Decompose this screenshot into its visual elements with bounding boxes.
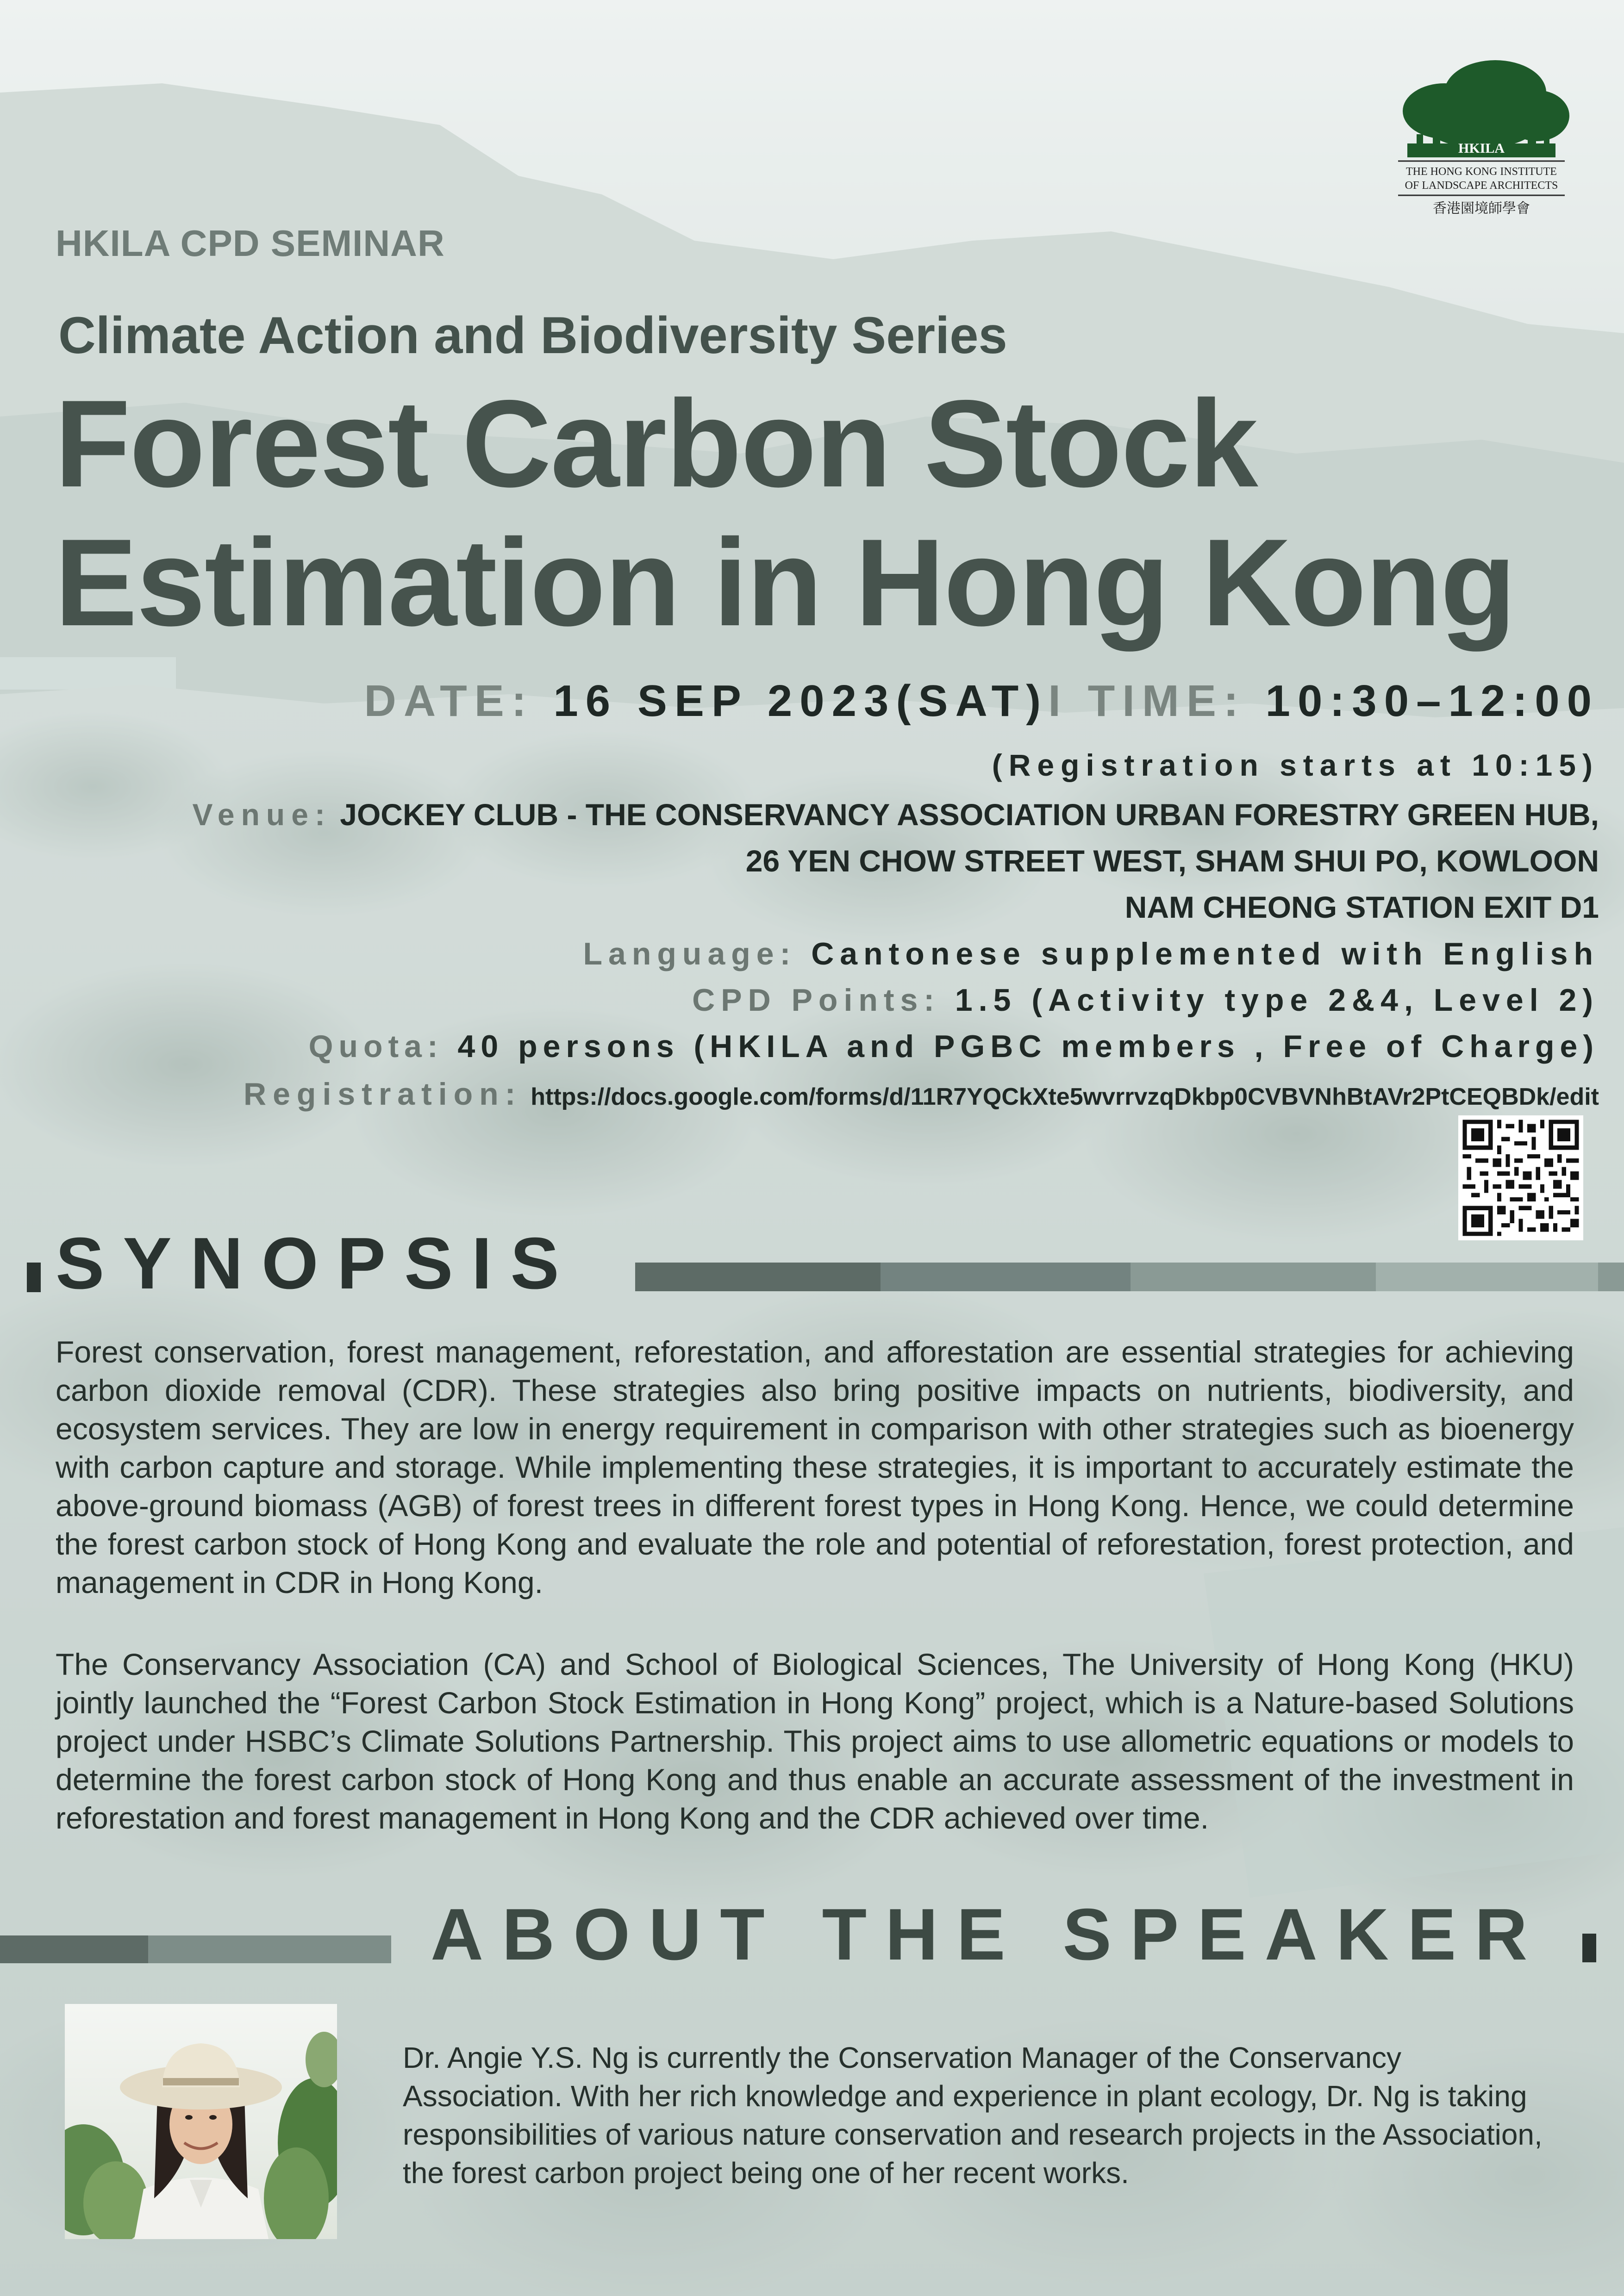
- time-label: TIME:: [1087, 676, 1246, 726]
- language-row: [583, 936, 1599, 972]
- venue-row: [193, 797, 1599, 832]
- registration-start: (Registration starts at 10:15): [992, 748, 1599, 782]
- seminar-label: HKILA CPD SEMINAR: [56, 223, 445, 264]
- main-title-line2: Estimation in Hong Kong: [55, 513, 1515, 652]
- synopsis-paragraph-2: The Conservancy Association (CA) and School of Biological Sciences, The University of Hong Kong (HKU) jointly launched the “Forest Carbon Stock Estimation in Hong Kong” project, which is a Nature-based Solutions project under HSBC’s Climate Solutions Partnership. This project aims to use allometric equations or models to determine the forest carbon stock of Hong Kong and thus enable an accurate assessment of the investment in reforestation and forest management in Hong Kong and the CDR achieved over time.: [56, 1647, 1574, 1835]
- venue-address-row: [746, 843, 1599, 878]
- synopsis-heading: SYNOPSIS: [56, 1223, 578, 1304]
- synopsis-bar-segment-5: [1598, 1263, 1624, 1291]
- speaker-right-marker: [1582, 1934, 1596, 1962]
- venue-station-row: [1125, 890, 1599, 925]
- venue-line2: 26 YEN CHOW STREET WEST, SHAM SHUI PO, KOWLOON: [745, 844, 1599, 878]
- synopsis-bar-segment-3: [1131, 1263, 1376, 1291]
- cpd-row: [692, 982, 1599, 1018]
- series-title: Climate Action and Biodiversity Series: [58, 306, 1007, 364]
- logo-name-line1: THE HONG KONG INSTITUTE: [1406, 166, 1557, 178]
- venue-line3: NAM CHEONG STATION EXIT D1: [1124, 890, 1599, 924]
- language-value: Cantonese supplemented with English: [811, 936, 1599, 971]
- registration-label: Registration:: [244, 1076, 522, 1112]
- qr-code-icon[interactable]: [1458, 1115, 1583, 1240]
- registration-row: [244, 1076, 1599, 1112]
- main-title-line1: Forest Carbon Stock: [55, 374, 1257, 513]
- cpd-value: 1.5 (Activity type 2&4, Level 2): [955, 983, 1599, 1018]
- quota-label: Quota:: [308, 1029, 443, 1064]
- logo-name-chinese: 香港園境師學會: [1433, 200, 1530, 217]
- date-value: 16 SEP 2023(SAT): [553, 676, 1049, 726]
- cpd-label: CPD Points:: [692, 983, 941, 1018]
- logo-name-line2: OF LANDSCAPE ARCHITECTS: [1405, 180, 1558, 192]
- synopsis-left-marker: [27, 1263, 41, 1292]
- synopsis-bar-segment-4: [1376, 1263, 1598, 1291]
- speaker-bar-segment-2: [148, 1935, 391, 1963]
- speaker-photo: [65, 2004, 337, 2239]
- venue-label: Venue:: [192, 797, 331, 832]
- date-time-separator: I: [1048, 676, 1068, 726]
- language-label: Language:: [583, 936, 797, 971]
- quota-value: 40 persons (HKILA and PGBC members , Free of Charge): [457, 1029, 1599, 1064]
- date-label: DATE:: [364, 676, 534, 726]
- hkila-logo: [1389, 51, 1574, 222]
- venue-line1: JOCKEY CLUB - THE CONSERVANCY ASSOCIATION URBAN FORESTRY GREEN HUB,: [340, 797, 1599, 832]
- date-time-row: [364, 676, 1599, 727]
- quota-row: [309, 1028, 1599, 1064]
- about-speaker-heading: ABOUT THE SPEAKER: [431, 1894, 1546, 1975]
- synopsis-paragraph-1: Forest conservation, forest management, reforestation, and afforestation are essential strategies for achieving carbon dioxide removal (CDR). These strategies also bring positive impacts on nutrients, biodiversity, and ecosystem services. They are low in energy requirement in comparison with other strategies such as bioenergy with carbon capture and storage. While implementing these strategies, it is important to accurately estimate the above-ground biomass (AGB) of forest trees in different forest types in Hong Kong. Hence, we could determine the forest carbon stock of Hong Kong and evaluate the role and potential of reforestation, forest protection, and management in CDR in Hong Kong.: [56, 1335, 1574, 1599]
- synopsis-bar-segment-1: [635, 1263, 881, 1291]
- registration-start-row: [992, 747, 1599, 783]
- registration-link[interactable]: https://docs.google.com/forms/d/11R7YQCkXte5wvrrvzqDkbp0CVBVNhBtAVr2PtCEQBDk/edit: [531, 1083, 1599, 1110]
- main-title: [55, 374, 1515, 652]
- speaker-bar-segment-1: [0, 1935, 148, 1963]
- time-value: 10:30–12:00: [1265, 676, 1599, 726]
- synopsis-bar-segment-2: [881, 1263, 1131, 1291]
- speaker-bio: Dr. Angie Y.S. Ng is currently the Conservation Manager of the Conservancy Association. With her rich knowledge and experience in plant ecology, Dr. Ng is taking responsibilities of various nature conservation and research projects in the Association, the forest carbon project being one of her recent works.: [403, 2041, 1543, 2190]
- logo-abbr: HKILA: [1458, 141, 1505, 156]
